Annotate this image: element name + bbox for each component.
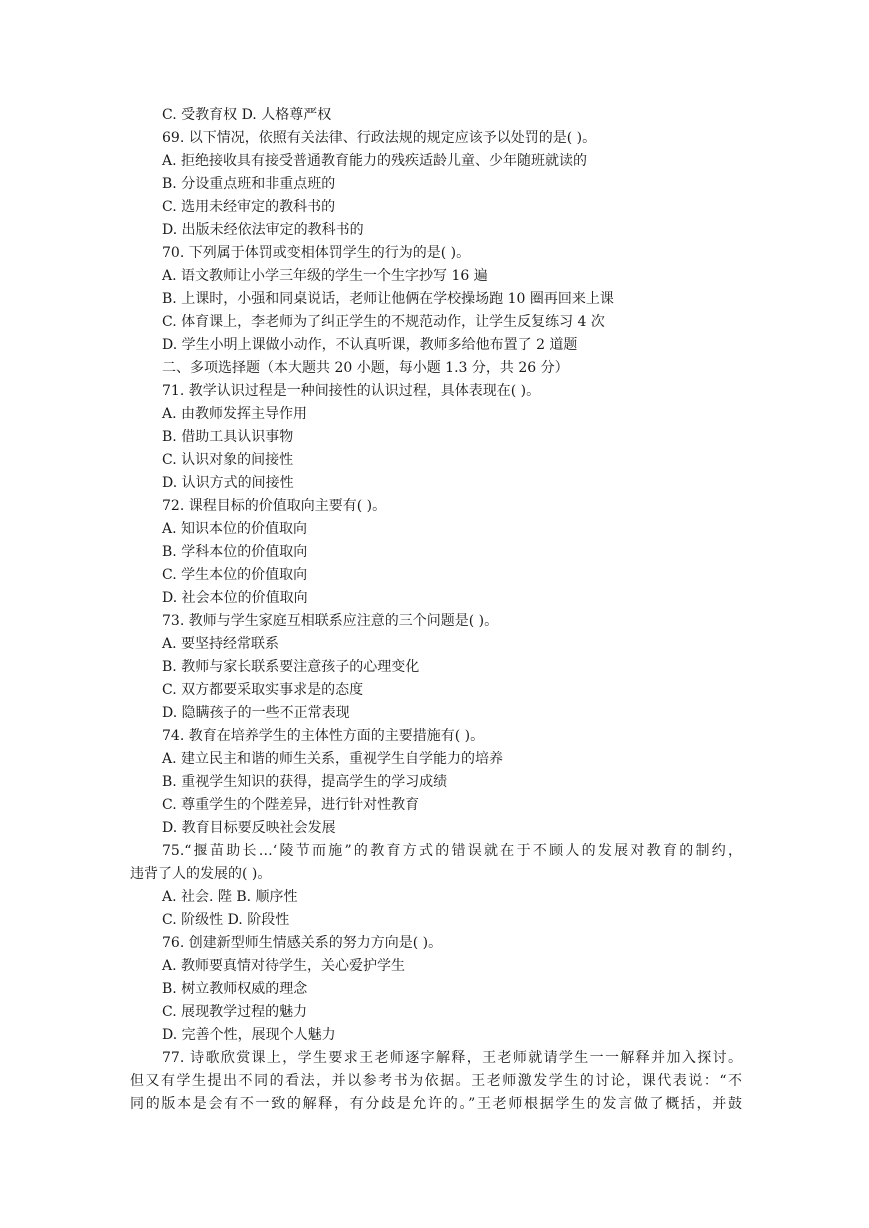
- option-line: A. 拒绝接收具有接受普通教育能力的残疾适龄儿童、少年随班就读的: [162, 153, 588, 169]
- option-line: C. 阶级性 D. 阶段性: [162, 912, 290, 928]
- option-line: C. 受教育权 D. 人格尊严权: [162, 107, 332, 123]
- option-line: B. 分设重点班和非重点班的: [162, 176, 336, 192]
- option-line: C. 认识对象的间接性: [162, 452, 294, 468]
- option-line: C. 体育课上，李老师为了纠正学生的不规范动作，让学生反复练习 4 次: [162, 314, 605, 330]
- question-77-continuation: 同的版本是会有不一致的解释，有分歧是允许的。”王老师根据学生的发言做了概括，并鼓: [130, 1096, 742, 1112]
- question-70: 70. 下列属于体罚或变相体罚学生的行为的是( )。: [162, 245, 471, 261]
- question-71: 71. 教学认识过程是一种间接性的认识过程，具体表现在( )。: [162, 383, 541, 399]
- question-75: 75.“揠苗助长…‘陵节而施”的教育方式的错误就在于不顾人的发展对教育的制约，: [162, 843, 742, 859]
- option-line: A. 知识本位的价值取向: [162, 521, 308, 537]
- question-75-continuation: 违背了人的发展的( )。: [130, 866, 272, 882]
- option-line: B. 教师与家长联系要注意孩子的心理变化: [162, 659, 420, 675]
- question-74: 74. 教育在培养学生的主体性方面的主要措施有( )。: [162, 728, 485, 744]
- option-line: C. 展现教学过程的魅力: [162, 1004, 308, 1020]
- option-line: A. 教师要真情对待学生，关心爱护学生: [162, 958, 406, 974]
- option-line: D. 认识方式的间接性: [162, 475, 294, 491]
- option-line: D. 隐瞒孩子的一些不正常表现: [162, 705, 350, 721]
- option-line: B. 树立教师权威的理念: [162, 981, 308, 997]
- question-73: 73. 教师与学生家庭互相联系应注意的三个问题是( )。: [162, 613, 499, 629]
- option-line: B. 上课时，小强和同桌说话，老师让他俩在学校操场跑 10 圈再回来上课: [162, 291, 614, 307]
- question-77: 77. 诗歌欣赏课上，学生要求王老师逐字解释，王老师就请学生一一解释并加入探讨。: [162, 1050, 742, 1066]
- question-72: 72. 课程目标的价值取向主要有( )。: [162, 498, 387, 514]
- option-line: D. 社会本位的价值取向: [162, 590, 308, 606]
- option-line: B. 重视学生知识的获得，提高学生的学习成绩: [162, 774, 448, 790]
- option-line: D. 完善个性，展现个人魅力: [162, 1027, 336, 1043]
- option-line: C. 尊重学生的个陛差异，进行针对性教育: [162, 797, 420, 813]
- option-line: A. 由教师发挥主导作用: [162, 406, 308, 422]
- option-line: C. 学生本位的价值取向: [162, 567, 308, 583]
- option-line: D. 学生小明上课做小动作，不认真听课，教师多给他布置了 2 道题: [162, 337, 578, 353]
- question-76: 76. 创建新型师生情感关系的努力方向是( )。: [162, 935, 443, 951]
- option-line: D. 出版未经依法审定的教科书的: [162, 222, 364, 238]
- question-77-continuation: 但又有学生提出不同的看法，并以参考书为依据。王老师激发学生的讨论，课代表说：“不: [130, 1073, 742, 1089]
- option-line: B. 借助工具认识事物: [162, 429, 294, 445]
- option-line: A. 社会. 陛 B. 顺序性: [162, 889, 298, 905]
- question-69: 69. 以下情况，依照有关法律、行政法规的规定应该予以处罚的是( )。: [162, 130, 597, 146]
- option-line: B. 学科本位的价值取向: [162, 544, 308, 560]
- option-line: A. 建立民主和谐的师生关系，重视学生自学能力的培养: [162, 751, 504, 767]
- option-line: C. 双方都要采取实事求是的态度: [162, 682, 364, 698]
- section-heading: 二、多项选择题（本大题共 20 小题，每小题 1.3 分，共 26 分）: [162, 360, 569, 376]
- option-line: A. 要坚持经常联系: [162, 636, 280, 652]
- option-line: A. 语文教师让小学三年级的学生一个生字抄写 16 遍: [162, 268, 488, 284]
- option-line: D. 教育目标要反映社会发展: [162, 820, 336, 836]
- option-line: C. 选用未经审定的教科书的: [162, 199, 336, 215]
